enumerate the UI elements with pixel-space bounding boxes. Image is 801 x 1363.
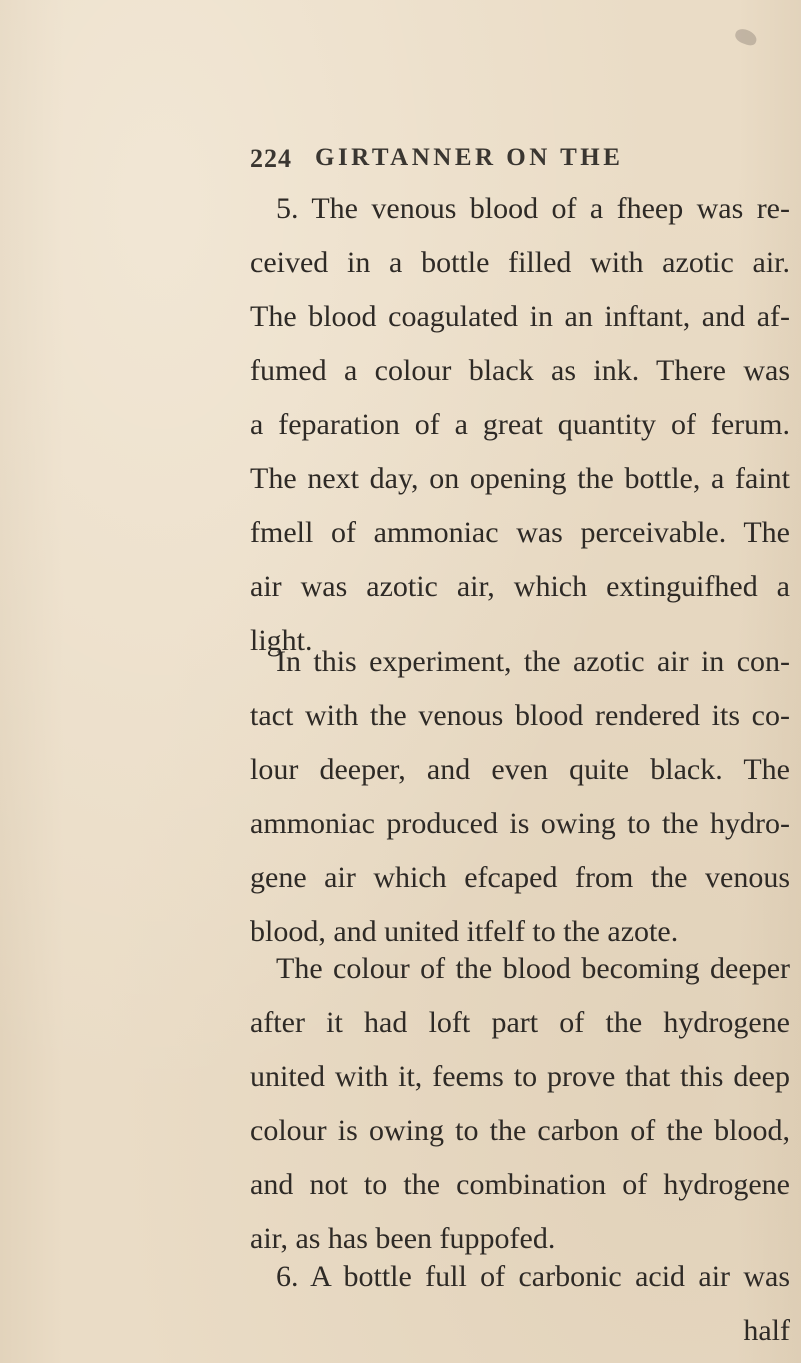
page-number: 224 — [250, 144, 292, 173]
text-line: air, as has been fuppofed. — [250, 1222, 556, 1255]
text-line: fmell of ammoniac was perceivable. The — [250, 516, 790, 549]
text-line: ammoniac produced is owing to the hydro- — [250, 807, 790, 840]
running-title: GIRTANNER ON THE — [315, 144, 624, 171]
text-line: after it had loft part of the hydrogene — [250, 1006, 790, 1039]
text-line: blood, and united itfelf to the azote. — [250, 915, 679, 948]
text-line: gene air which efcaped from the venous — [250, 861, 790, 894]
paper-blemish — [733, 27, 758, 48]
text-line: lour deeper, and even quite black. The — [250, 753, 790, 786]
text-line: In this experiment, the azotic air in con- — [276, 645, 790, 678]
text-line: colour is owing to the carbon of the blood, — [250, 1114, 790, 1147]
text-line: tact with the venous blood rendered its co- — [250, 699, 790, 732]
text-line: The blood coagulated in an inftant, and af- — [250, 300, 790, 333]
paragraph-3 — [250, 942, 790, 1266]
text-line: united with it, feems to prove that this deep — [250, 1060, 790, 1093]
paragraph-2 — [250, 635, 790, 959]
text-line: fumed a colour black as ink. There was — [250, 354, 790, 387]
text-line: light. — [250, 624, 313, 657]
paragraph-1 — [250, 182, 790, 668]
paragraph-4 — [250, 1250, 790, 1358]
text-line: 5. The venous blood of a fheep was re- — [276, 192, 790, 225]
text-line: a feparation of a great quantity of ferum. — [250, 408, 790, 441]
text-line: The colour of the blood becoming deeper — [276, 952, 790, 985]
text-line: and not to the combination of hydrogene — [250, 1168, 790, 1201]
text-line: 6. A bottle full of carbonic acid air was — [276, 1260, 790, 1293]
text-line: air was azotic air, which extinguifhed a — [250, 570, 790, 603]
text-line: ceived in a bottle filled with azotic air. — [250, 246, 790, 279]
catchword: half — [743, 1314, 790, 1347]
text-line: The next day, on opening the bottle, a faint — [250, 462, 790, 495]
